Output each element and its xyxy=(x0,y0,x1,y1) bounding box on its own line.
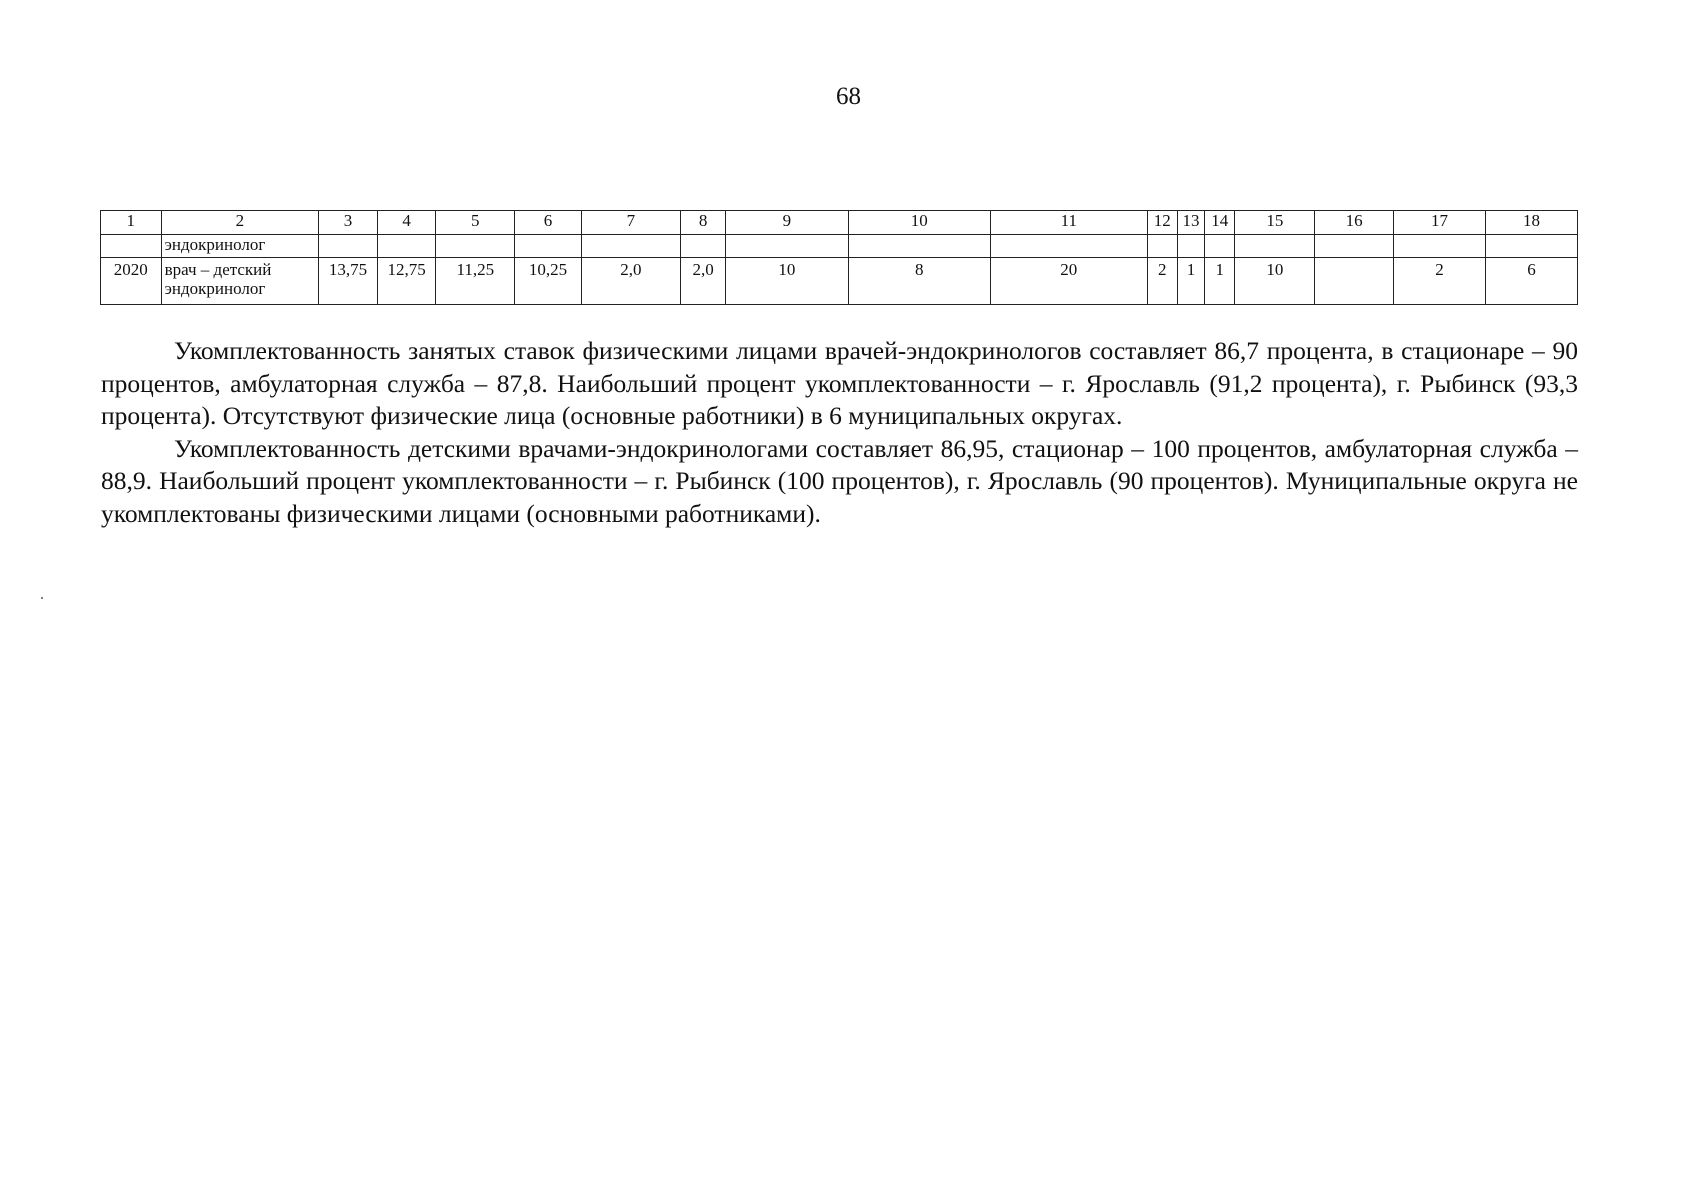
paragraph: Укомплектованность детскими врачами-эндокринологами составляет 86,95, стационар – 100 процентов, амбулаторная служба – 88,9. Наибольший процент укомплектованности – г. Рыбинск (100 процентов), г. Ярославль (90 процентов). Муниципальные округа не укомплектованы физическими лицами (основными работниками). xyxy=(101,433,1578,528)
paragraph: Укомплектованность занятых ставок физическими лицами врачей-эндокринологов составляет 86,7 процента, в стационаре – 90 процентов, амбулаторная служба – 87,8. Наибольший процент укомплектованности – г. Ярославль (91,2 процента), г. Рыбинск (93,3 процента). Отсутствуют физические лица (основные работники) в 6 муниципальных округах. xyxy=(101,336,1578,430)
table-header-cell: 17 xyxy=(1394,211,1486,235)
table-header-cell: 8 xyxy=(680,211,725,235)
table-cell xyxy=(101,235,162,258)
table-cell: 10 xyxy=(1235,258,1315,305)
table-header-cell: 16 xyxy=(1315,211,1394,235)
table-cell xyxy=(377,235,436,258)
table-cell: 10,25 xyxy=(515,258,582,305)
table-header-cell: 5 xyxy=(436,211,515,235)
table-header-cell: 12 xyxy=(1147,211,1177,235)
table-header-cell: 7 xyxy=(581,211,680,235)
table-cell: 2 xyxy=(1147,258,1177,305)
table-row-continuation xyxy=(101,235,1578,258)
staffing-table xyxy=(100,210,1578,305)
table-cell xyxy=(1205,235,1235,258)
table-header-cell: 6 xyxy=(515,211,582,235)
table-cell xyxy=(1485,235,1577,258)
table-cell xyxy=(1315,258,1394,305)
table-cell: 2,0 xyxy=(680,258,725,305)
table-header-cell: 2 xyxy=(161,211,319,235)
table-cell xyxy=(726,235,848,258)
table-cell: 6 xyxy=(1485,258,1577,305)
table-cell: 2 xyxy=(1394,258,1486,305)
table-cell xyxy=(990,235,1147,258)
page-number: 68 xyxy=(836,83,861,110)
table-header-cell: 10 xyxy=(848,211,990,235)
table-cell xyxy=(1235,235,1315,258)
table-header-cell: 3 xyxy=(319,211,378,235)
table-header-cell: 11 xyxy=(990,211,1147,235)
table-cell-position xyxy=(161,258,319,305)
table-header-cell: 14 xyxy=(1205,211,1235,235)
table-cell: 13,75 xyxy=(319,258,378,305)
scan-speck xyxy=(41,597,43,599)
table-cell xyxy=(436,235,515,258)
table-cell-year: 2020 xyxy=(101,258,162,305)
table-cell xyxy=(1315,235,1394,258)
table-cell xyxy=(581,235,680,258)
table-cell: 1 xyxy=(1177,258,1204,305)
table-cell xyxy=(515,235,582,258)
table-header-cell: 9 xyxy=(726,211,848,235)
table-cell xyxy=(680,235,725,258)
table-header-cell: 18 xyxy=(1485,211,1577,235)
table-header-cell: 4 xyxy=(377,211,436,235)
table-cell xyxy=(1147,235,1177,258)
table-header-cell: 13 xyxy=(1177,211,1204,235)
table-cell: 2,0 xyxy=(581,258,680,305)
position-line: эндокринолог xyxy=(164,279,266,298)
body-text xyxy=(101,335,1578,530)
table-cell xyxy=(1394,235,1486,258)
table-cell: 20 xyxy=(990,258,1147,305)
table-row-2020 xyxy=(101,258,1578,305)
position-line: врач – детский xyxy=(164,260,272,279)
table-cell xyxy=(1177,235,1204,258)
table-cell: 12,75 xyxy=(377,258,436,305)
table-cell-position: эндокринолог xyxy=(161,235,319,258)
table-header-cell: 1 xyxy=(101,211,162,235)
table-cell xyxy=(848,235,990,258)
table-cell: 10 xyxy=(726,258,848,305)
table-header-row xyxy=(101,211,1578,235)
table-cell: 1 xyxy=(1205,258,1235,305)
table-cell xyxy=(319,235,378,258)
table-header-cell: 15 xyxy=(1235,211,1315,235)
table-cell: 8 xyxy=(848,258,990,305)
table-cell: 11,25 xyxy=(436,258,515,305)
